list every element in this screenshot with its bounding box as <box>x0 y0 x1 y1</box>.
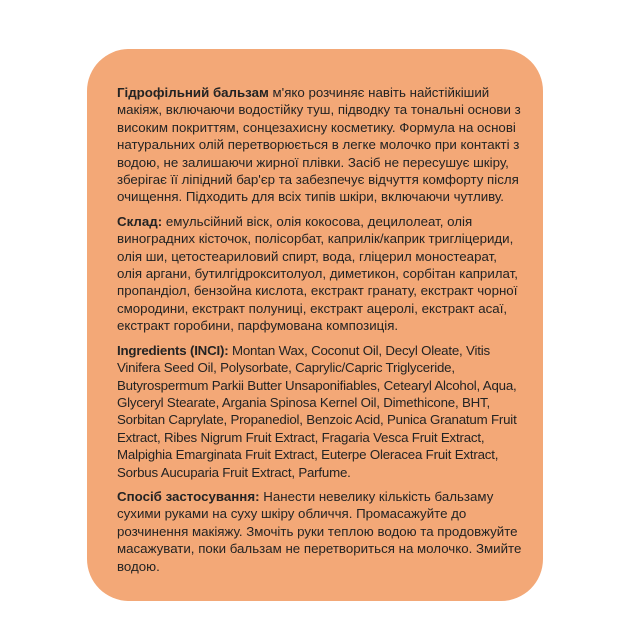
intro-text: м'яко розчиняє навіть найстійкіший макіяж, включаючи водостійку туш, підводку та тональні основи з високим покриттям, сонцезахисну косметику. Формула на основі натуральних олій перетворюється в легке молочко при контакті з водою, не залишаючи жирної плівки. Засіб не пересушує шкіру, зберігає її ліпідний бар'єр та забезпечує відчуття комфорту після очищення. Підходить для всіх типів шкіри, включаючи чутливу. <box>117 85 521 205</box>
label-card <box>87 49 543 601</box>
composition-paragraph <box>117 213 525 335</box>
intro-paragraph <box>117 84 525 206</box>
usage-text: Нанести невелику кількість бальзаму сухими руками на суху шкіру обличчя. Промасажуйте до розчинення макіяжу. Змочіть руки теплою водою та продовжуйте масажувати, поки бальзам не перетвориться на молочко. Змийте водою. <box>117 488 522 574</box>
composition-text: емульсійний віск, олія кокосова, децилолеат, олія виноградних кісточок, полісорбат, каприлік/каприк тригліцериди, олія ши, цетостеариловий спирт, вода, гліцерил моностеарат, олія аргани, бутилгідрокситолуол, диметикон, сорбітан каприлат, пропандіол, бензойна кислота, екстракт гранату, екстракт чорної смородини, екстракт полуниці, екстракт ацеролі, екстракт асаї, екстракт горобини, парфумована композиція. <box>117 213 518 334</box>
ingredients-text: Montan Wax, Coconut Oil, Decyl Oleate, Vitis Vinifera Seed Oil, Polysorbate, Caprylic/Capric Triglyceride, Butyrospermum Parkii Butter Unsaponifiables, Cetearyl Alcohol, Aqua, Glyceryl Stearate, Argania Spinosa Kernel Oil, Dimethicone, BHT, Sorbitan Caprylate, Propanediol, Benzoic Acid, Punica Granatum Fruit Extract, Ribes Nigrum Fruit Extract, Fragaria Vesca Fruit Extract, Malpighia Emarginata Fruit Extract, Euterpe Oleracea Fruit Extract, Sorbus Aucuparia Fruit Extract, Parfume. <box>117 342 517 480</box>
ingredients-paragraph <box>117 342 525 481</box>
usage-paragraph <box>117 488 525 575</box>
product-title: Гідрофільний бальзам <box>117 85 269 100</box>
usage-label: Спосіб застосування: <box>117 488 260 504</box>
composition-label: Склад: <box>117 213 163 229</box>
ingredients-label: Ingredients (INCI): <box>117 342 229 358</box>
